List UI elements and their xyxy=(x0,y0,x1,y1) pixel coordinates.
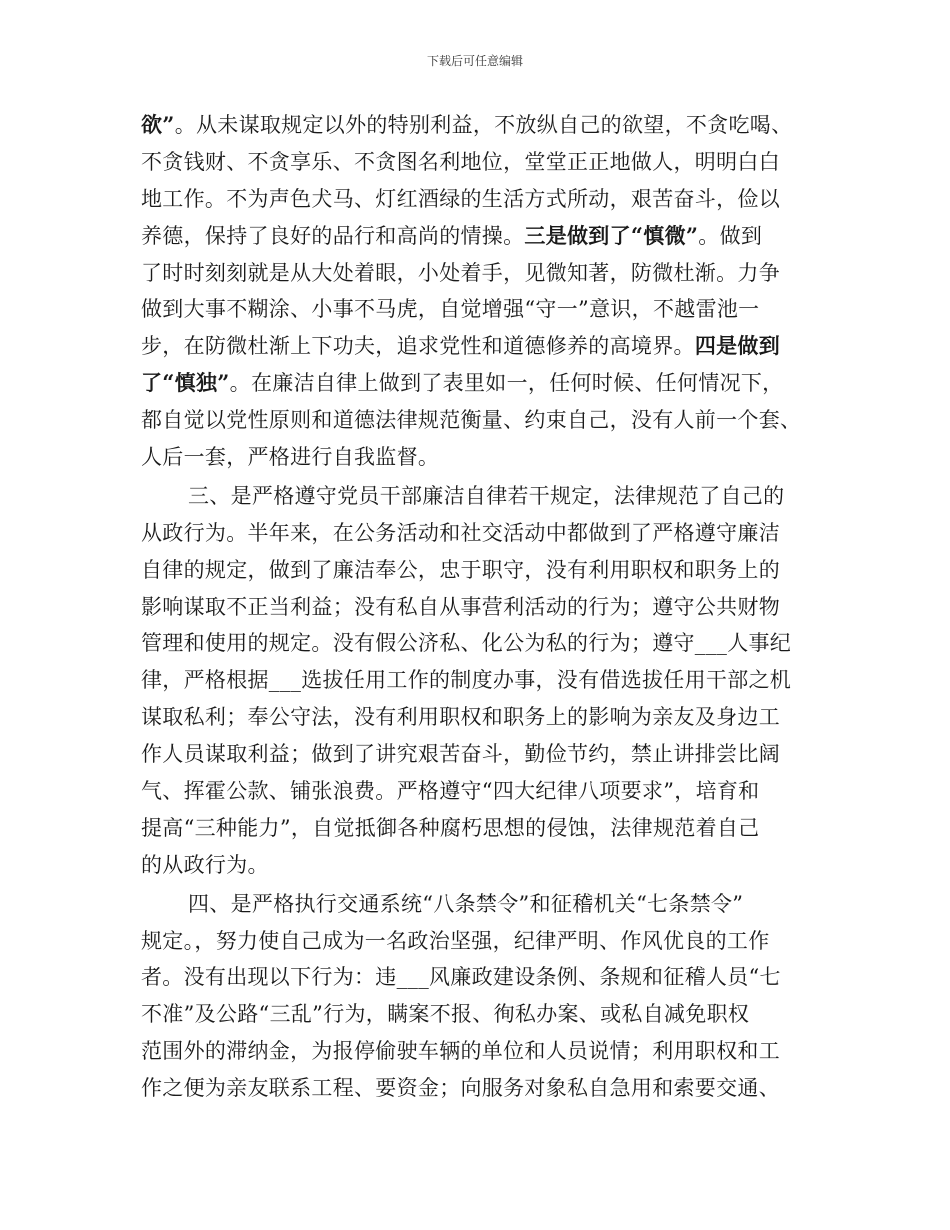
text-line xyxy=(141,1070,815,1107)
text-line xyxy=(141,959,815,996)
text-segment: 不准”及公路“三乱”行为，瞒案不报、徇私办案、或私自减免职权 xyxy=(141,1002,750,1027)
text-line xyxy=(141,402,815,439)
page-header-note: 下载后可任意编辑 xyxy=(426,54,523,68)
text-segment: 四、是严格执行交通系统“八条禁令”和征稽机关“七条禁令” xyxy=(188,891,744,916)
text-line xyxy=(141,699,815,736)
text-line xyxy=(141,810,815,847)
text-segment: 的从政行为。 xyxy=(141,852,269,877)
text-segment: 养德，保持了良好的品行和高尚的情操。 xyxy=(141,223,525,248)
bold-text-segment: 了“慎独” xyxy=(141,370,230,396)
text-line xyxy=(141,439,815,476)
text-segment: 从政行为。半年来，在公务活动和社交活动中都做到了严格遵守廉洁 xyxy=(141,520,780,545)
text-segment: 律，严格根据___选拔任用工作的制度办事，没有借选拔任用干部之机 xyxy=(141,668,792,693)
text-line xyxy=(141,923,815,960)
text-line xyxy=(141,996,815,1033)
text-segment: 步，在防微杜渐上下功夫，追求党性和道德修养的高境界。 xyxy=(141,334,695,359)
text-segment: 了时时刻刻就是从大处着眼，小处着手，见微知著，防微杜渐。力争 xyxy=(141,260,780,285)
text-segment: 规定。，努力使自己成为一名政治坚强，纪律严明、作风优良的工作 xyxy=(141,928,770,953)
bold-text-segment: 三是做到了“慎微” xyxy=(524,222,699,248)
text-line xyxy=(141,589,815,626)
text-segment: 三、是严格遵守党员干部廉洁自律若干规定，法律规范了自己的 xyxy=(188,483,785,508)
text-line xyxy=(141,181,815,218)
text-segment: 气、挥霍公款、铺张浪费。严格遵守“四大纪律八项要求”，培育和 xyxy=(141,779,760,804)
text-line xyxy=(141,218,815,255)
text-segment: 谋取私利；奉公守法，没有利用职权和职务上的影响为亲友及身边工 xyxy=(141,705,780,730)
text-segment: 不贪钱财、不贪享乐、不贪图名利地位，堂堂正正地做人，明明白白 xyxy=(141,149,780,174)
text-line xyxy=(141,1033,815,1070)
text-segment: 。在廉洁自律上做到了表里如一，任何时候、任何情况下， xyxy=(229,371,784,396)
text-line xyxy=(141,736,815,773)
text-line xyxy=(141,107,815,144)
text-line xyxy=(141,847,815,884)
bold-text-segment: 欲” xyxy=(141,112,175,137)
text-line xyxy=(141,255,815,292)
text-line xyxy=(141,515,815,552)
text-line xyxy=(141,552,815,589)
text-segment: 。做到 xyxy=(698,223,763,248)
text-segment: 影响谋取不正当利益；没有私自从事营利活动的行为；遵守公共财物 xyxy=(141,594,780,619)
text-segment: 管理和使用的规定。没有假公济私、化公为私的行为；遵守___人事纪 xyxy=(141,631,792,656)
text-line xyxy=(141,144,815,181)
document-body xyxy=(141,107,815,1107)
text-segment: 者。没有出现以下行为：违___风廉政建设条例、条规和征稽人员“七 xyxy=(141,965,781,990)
text-segment: 提高“三种能力”，自觉抵御各种腐朽思想的侵蚀，法律规范着自己 xyxy=(141,815,760,840)
text-line xyxy=(141,365,815,402)
text-segment: 都自觉以党性原则和道德法律规范衡量、约束自己，没有人前一个套、 xyxy=(141,408,802,433)
text-line xyxy=(141,625,815,662)
text-segment: 作人员谋取利益；做到了讲究艰苦奋斗，勤俭节约，禁止讲排尝比阔 xyxy=(141,742,780,767)
bold-text-segment: 四是做到 xyxy=(694,333,781,359)
text-line xyxy=(141,328,815,365)
text-segment: 。从未谋取规定以外的特别利益，不放纵自己的欲望，不贪吃喝、 xyxy=(174,113,793,137)
text-segment: 自律的规定，做到了廉洁奉公，忠于职守，没有利用职权和职务上的 xyxy=(141,557,780,582)
text-segment: 人后一套，严格进行自我监督。 xyxy=(141,445,440,470)
text-segment: 做到大事不糊涂、小事不马虎，自觉增强“守一”意识，不越雷池一 xyxy=(141,297,760,322)
text-segment: 范围外的滞纳金，为报停偷驶车辆的单位和人员说情；利用职权和工 xyxy=(141,1039,780,1064)
text-line xyxy=(141,478,815,515)
text-segment: 地工作。不为声色犬马、灯红酒绿的生活方式所动，艰苦奋斗，俭以 xyxy=(141,186,780,211)
text-segment: 作之便为亲友联系工程、要资金；向服务对象私自急用和索要交通、 xyxy=(141,1076,780,1101)
text-line xyxy=(141,773,815,810)
text-line xyxy=(141,291,815,328)
text-line xyxy=(141,662,815,699)
text-line xyxy=(141,886,815,923)
